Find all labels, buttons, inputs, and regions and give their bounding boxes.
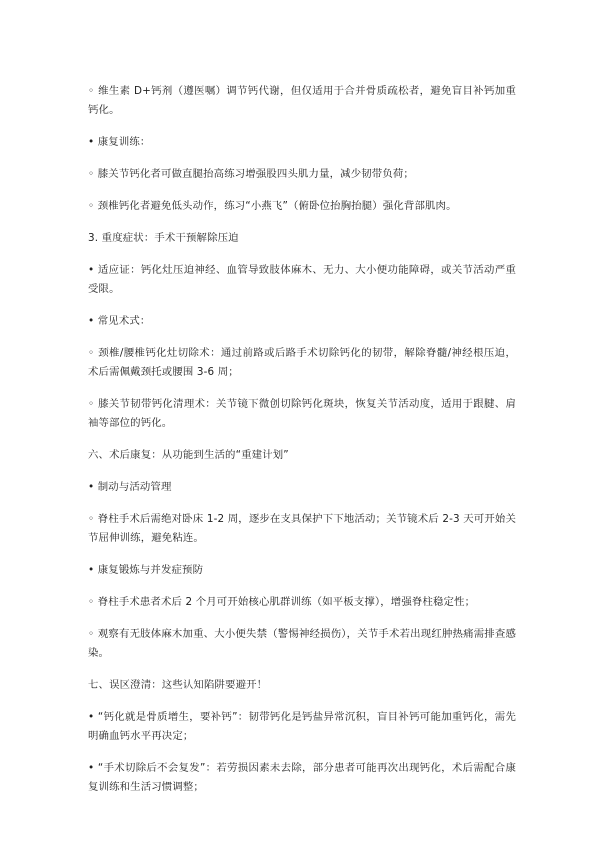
paragraph-common-procedures: • 常见术式： [88,315,151,327]
section-heading-severe: 3. 重度症状：手术干预解除压迫 [88,232,239,244]
paragraph-myth-recurrence: • “手术切除后不会复发”：若劳损因素未去除，部分患者可能再次出现钙化，术后需配合康复训练和生活习惯调整； [88,762,516,793]
paragraph-knee-surgery: ◦ 膝关节韧带钙化清理术：关节镜下微创切除钙化斑块，恢复关节活动度，适用于跟腱、肩袖等部位的钙化。 [88,398,516,429]
paragraph-vitamin-d: ◦ 维生素 D+钙剂（遵医嘱）调节钙代谢，但仅适用于合并骨质疏松者，避免盲目补钙加重钙化。 [88,85,516,116]
section-heading-myths: 七、误区澄清：这些认知陷阱要避开！ [88,679,268,691]
paragraph-activity-management: • 制动与活动管理 [88,481,172,493]
paragraph-rehab-complications: • 康复锻炼与并发症预防 [88,564,204,576]
paragraph-neck-exercise: ◦ 颈椎钙化者避免低头动作，练习“小燕飞”（俯卧位抬胸抬腿）强化背部肌肉。 [88,200,457,212]
paragraph-observation: ◦ 观察有无肢体麻木加重、大小便失禁（警惕神经损伤），关节手术若出现红肿热痛需排查感染。 [88,628,516,659]
section-heading-postop: 六、术后康复：从功能到生活的“重建计划” [88,449,289,461]
paragraph-indications: • 适应证：钙化灶压迫神经、血管导致肢体麻木、无力、大小便功能障碍，或关节活动严重受限。 [88,264,516,295]
paragraph-spine-surgery: ◦ 颈椎/腰椎钙化灶切除术：通过前路或后路手术切除钙化的韧带，解除脊髓/神经根压迫，术后需佩戴颈托或腰围 3-6 周； [88,347,516,378]
paragraph-knee-exercise: ◦ 膝关节钙化者可做直腿抬高练习增强股四头肌力量，减少韧带负荷； [88,168,414,180]
paragraph-rehab-training-heading: • 康复训练： [88,136,151,148]
document-page [88,82,516,797]
paragraph-core-training: ◦ 脊柱手术患者术后 2 个月可开始核心肌群训练（如平板支撑），增强脊柱稳定性； [88,596,476,608]
paragraph-myth-calcium: • “钙化就是骨质增生，要补钙”：韧带钙化是钙盐异常沉积，盲目补钙可能加重钙化，需先明确血钙水平再决定； [88,711,516,742]
paragraph-bed-rest: ◦ 脊柱手术后需绝对卧床 1-2 周，逐步在支具保护下下地活动；关节镜术后 2-3 天可开始关节屈伸训练，避免粘连。 [88,513,516,544]
